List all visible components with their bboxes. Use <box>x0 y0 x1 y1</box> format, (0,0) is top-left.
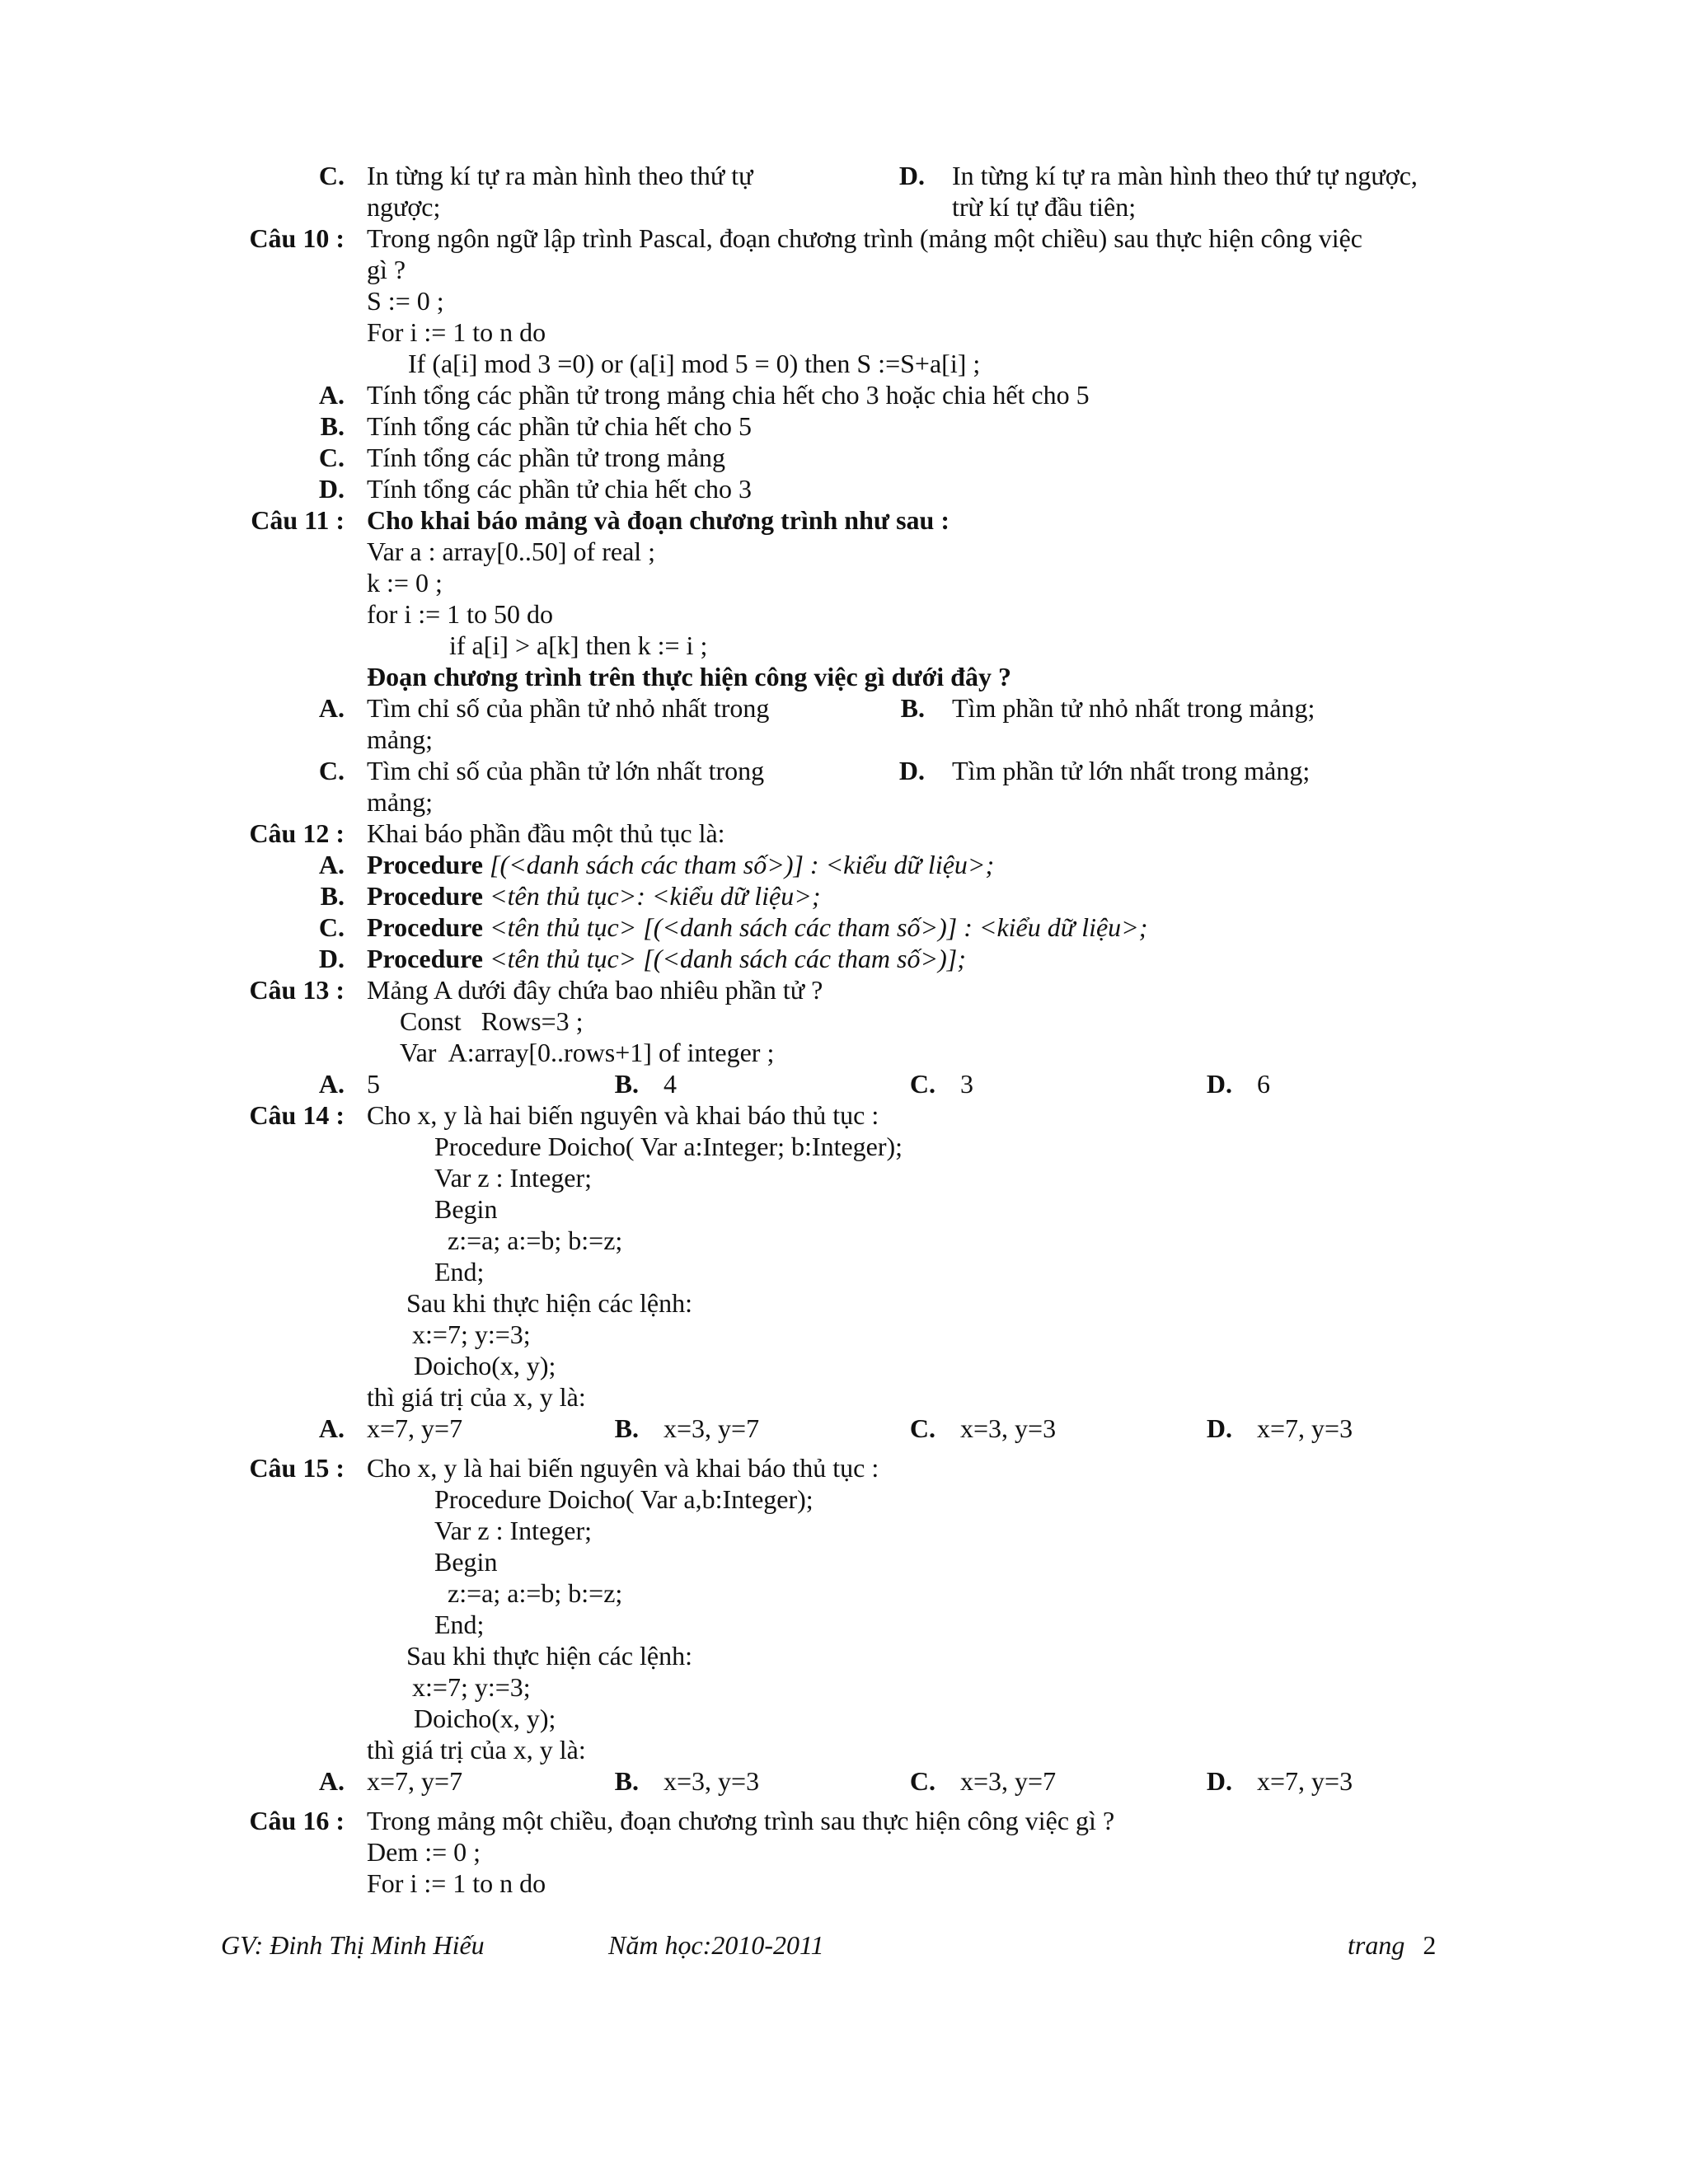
option-label: C. <box>318 912 345 942</box>
option-text: <tên thủ tục>: <kiểu dữ liệu>; <box>483 881 821 911</box>
keyword: Procedure <box>367 850 483 879</box>
option-text: x=7, y=3 <box>1257 1413 1353 1443</box>
option-text: x=3, y=3 <box>960 1413 1057 1443</box>
option-label: D. <box>1206 1413 1232 1443</box>
option-text: x=7, y=3 <box>1257 1766 1353 1796</box>
code-line: Var z : Integer; <box>434 1516 593 1545</box>
question-label: Câu 15 : <box>249 1453 345 1483</box>
option-text: 4 <box>663 1069 677 1099</box>
question-label: Câu 11 : <box>251 505 345 535</box>
option-label: B. <box>614 1766 639 1796</box>
code-line: x:=7; y:=3; <box>412 1672 531 1702</box>
code-line: k := 0 ; <box>367 568 443 598</box>
option-label: C. <box>909 1413 935 1443</box>
option-label: B. <box>614 1413 639 1443</box>
option-label: D. <box>318 944 345 973</box>
code-line: S := 0 ; <box>367 286 444 316</box>
option-text: 5 <box>367 1069 380 1099</box>
option-label: C. <box>318 443 345 472</box>
option-label: D. <box>1206 1766 1232 1796</box>
option-label: D. <box>318 474 345 504</box>
option-text: mảng; <box>367 724 433 754</box>
option-label: C. <box>318 161 345 190</box>
option-text: Tìm chỉ số của phần tử lớn nhất trong <box>367 756 765 785</box>
code-line: Begin <box>434 1194 498 1224</box>
question-text: Khai báo phần đầu một thủ tục là: <box>367 818 725 848</box>
option-text: x=7, y=7 <box>367 1766 463 1796</box>
question-text: Mảng A dưới đây chứa bao nhiêu phần tử ? <box>367 975 823 1005</box>
option-label: C. <box>909 1766 935 1796</box>
option-label: A. <box>318 380 345 410</box>
option-text: x=7, y=7 <box>367 1413 463 1443</box>
code-line: Dem := 0 ; <box>367 1837 481 1867</box>
option-text: [(<danh sách các tham số>)] : <kiểu dữ liệu>; <box>483 850 995 879</box>
question-text: Cho x, y là hai biến nguyên và khai báo thủ tục : <box>367 1453 879 1483</box>
code-line: Doicho(x, y); <box>414 1704 556 1733</box>
option-text: x=3, y=7 <box>663 1413 760 1443</box>
question-label: Câu 10 : <box>249 223 345 253</box>
option-text: Tính tổng các phần tử trong mảng chia hết cho 3 hoặc chia hết cho 5 <box>367 380 1090 410</box>
question-text: Đoạn chương trình trên thực hiện công việc gì dưới đây ? <box>367 662 1011 691</box>
option-label: C. <box>909 1069 935 1099</box>
code-line: Sau khi thực hiện các lệnh: <box>406 1641 693 1671</box>
option-text: Tìm phần tử nhỏ nhất trong mảng; <box>952 693 1315 723</box>
option-text: Tính tổng các phần tử chia hết cho 5 <box>367 411 752 441</box>
question-text: Trong mảng một chiều, đoạn chương trình sau thực hiện công việc gì ? <box>367 1806 1115 1835</box>
question-text: thì giá trị của x, y là: <box>367 1735 586 1765</box>
footer-page <box>1348 1930 1436 1961</box>
keyword: Procedure <box>367 881 483 911</box>
code-line: Begin <box>434 1547 498 1577</box>
option-label: B. <box>320 411 345 441</box>
code-line: For i := 1 to n do <box>367 317 546 347</box>
question-text: Cho khai báo mảng và đoạn chương trình như sau : <box>367 505 950 535</box>
option-label: B. <box>320 881 345 911</box>
code-line: for i := 1 to 50 do <box>367 599 554 629</box>
option-text: <tên thủ tục> [(<danh sách các tham số>)]; <box>483 944 966 973</box>
code-line: z:=a; a:=b; b:=z; <box>448 1226 623 1255</box>
code-line: z:=a; a:=b; b:=z; <box>448 1578 623 1608</box>
option-label: A. <box>318 1069 345 1099</box>
option-text: 6 <box>1257 1069 1270 1099</box>
code-line: Var A:array[0..rows+1] of integer ; <box>400 1038 775 1067</box>
option-label: C. <box>318 756 345 785</box>
question-text: Cho x, y là hai biến nguyên và khai báo thủ tục : <box>367 1100 879 1130</box>
footer-year: Năm học:2010-2011 <box>608 1930 824 1960</box>
keyword: Procedure <box>367 944 483 973</box>
option-text: 3 <box>960 1069 973 1099</box>
option-text: In từng kí tự ra màn hình theo thứ tự ngược, <box>952 161 1418 190</box>
option-text: Tính tổng các phần tử chia hết cho 3 <box>367 474 752 504</box>
option-label: A. <box>318 693 345 723</box>
code-line: Procedure Doicho( Var a,b:Integer); <box>434 1484 814 1514</box>
footer-page-word: trang <box>1348 1930 1405 1960</box>
question-label: Câu 14 : <box>249 1100 345 1130</box>
option-label: D. <box>898 756 925 785</box>
code-line: Const Rows=3 ; <box>400 1006 584 1036</box>
option-label: A. <box>318 1413 345 1443</box>
option-label: B. <box>614 1069 639 1099</box>
option-label: B. <box>900 693 925 723</box>
code-line: If (a[i] mod 3 =0) or (a[i] mod 5 = 0) then S :=S+a[i] ; <box>408 349 981 378</box>
option-text: In từng kí tự ra màn hình theo thứ tự <box>367 161 753 190</box>
code-line: Var a : array[0..50] of real ; <box>367 537 656 566</box>
option-text: x=3, y=3 <box>663 1766 760 1796</box>
option-text: Tìm phần tử lớn nhất trong mảng; <box>952 756 1311 785</box>
footer-page-number: 2 <box>1423 1930 1437 1960</box>
option-label: A. <box>318 850 345 879</box>
option-label: A. <box>318 1766 345 1796</box>
option-text: x=3, y=7 <box>960 1766 1057 1796</box>
option-label: D. <box>1206 1069 1232 1099</box>
keyword: Procedure <box>367 912 483 942</box>
code-line: Sau khi thực hiện các lệnh: <box>406 1288 693 1318</box>
question-text: Trong ngôn ngữ lập trình Pascal, đoạn chương trình (mảng một chiều) sau thực hiện công việc <box>367 223 1362 253</box>
question-label: Câu 16 : <box>249 1806 345 1835</box>
code-line: Procedure Doicho( Var a:Integer; b:Integer); <box>434 1132 903 1161</box>
option-text: trừ kí tự đầu tiên; <box>952 192 1137 222</box>
option-label: D. <box>898 161 925 190</box>
code-line: End; <box>434 1610 485 1639</box>
question-label: Câu 12 : <box>249 818 345 848</box>
question-text: gì ? <box>367 255 406 284</box>
code-line: For i := 1 to n do <box>367 1868 546 1898</box>
option-text: mảng; <box>367 787 433 817</box>
question-label: Câu 13 : <box>249 975 345 1005</box>
option-text: ngược; <box>367 192 441 222</box>
option-text: <tên thủ tục> [(<danh sách các tham số>)] : <kiểu dữ liệu>; <box>483 912 1148 942</box>
option-text: Tìm chỉ số của phần tử nhỏ nhất trong <box>367 693 770 723</box>
code-line: if a[i] > a[k] then k := i ; <box>449 630 708 660</box>
code-line: End; <box>434 1257 485 1286</box>
option-text: Tính tổng các phần tử trong mảng <box>367 443 726 472</box>
question-text: thì giá trị của x, y là: <box>367 1382 586 1412</box>
code-line: Doicho(x, y); <box>414 1351 556 1380</box>
code-line: Var z : Integer; <box>434 1163 593 1193</box>
footer-teacher: GV: Đinh Thị Minh Hiếu <box>221 1930 485 1960</box>
code-line: x:=7; y:=3; <box>412 1319 531 1349</box>
